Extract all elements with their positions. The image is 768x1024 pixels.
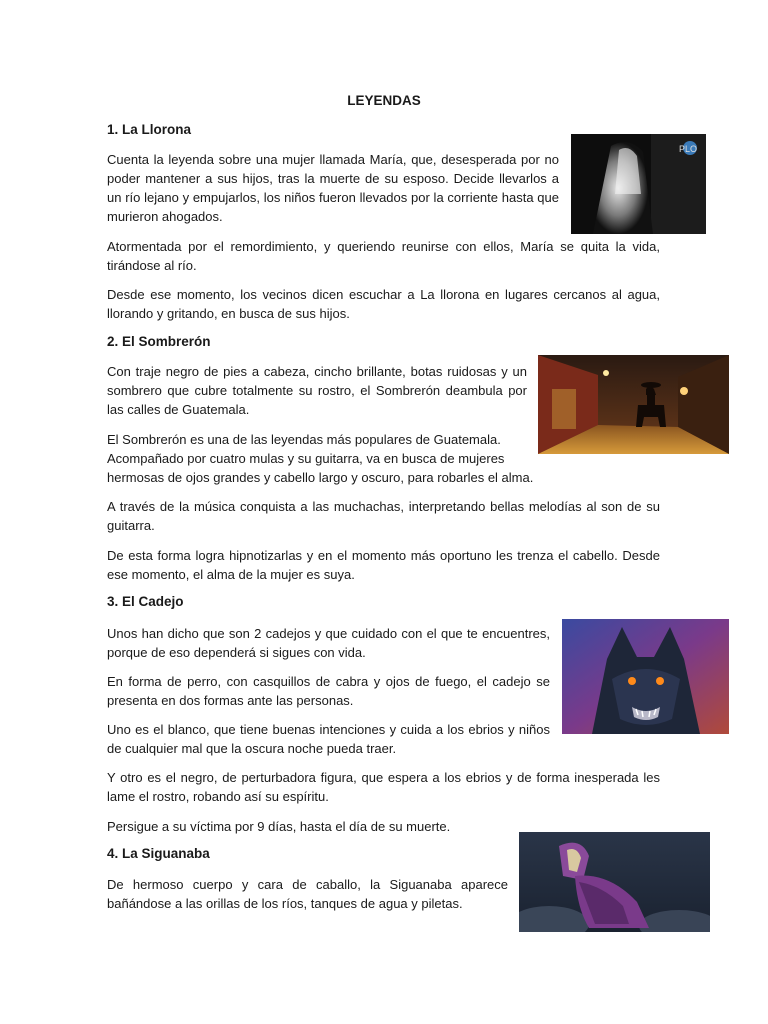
heading-la-siguanaba: 4. La Siguanaba: [107, 846, 210, 861]
paragraph: Desde ese momento, los vecinos dicen escuchar a La llorona en lugares cercanos al agua, llorando y gritando, en busca de sus hijos.: [107, 287, 660, 321]
paragraph: Con traje negro de pies a cabeza, cincho brillante, botas ruidosas y un sombrero que cubre totalmente su rostro, el Sombrerón deambula por las calles de Guatemala.: [107, 364, 527, 417]
la-llorona-image: [571, 134, 706, 234]
paragraph: De hermoso cuerpo y cara de caballo, la Siguanaba aparece bañándose a las orillas de los ríos, tanques de agua y piletas.: [107, 877, 508, 911]
el-cadejo-image: [562, 619, 729, 734]
paragraph: Atormentada por el remordimiento, y queriendo reunirse con ellos, María se quita la vida, tirándose al río.: [107, 239, 660, 273]
paragraph: Y otro es el negro, de perturbadora figura, que espera a los ebrios y de forma inesperada les lame el rostro, robando así su espíritu.: [107, 770, 660, 804]
paragraph: De esta forma logra hipnotizarlas y en el momento más oportuno les trenza el cabello. Desde ese momento, el alma de la mujer es suya.: [107, 548, 660, 582]
paragraph: El Sombrerón es una de las leyendas más populares de Guatemala. Acompañado por cuatro mulas y su guitarra, va en busca de mujeres hermosas de ojos grandes y cabello largo y oscuro, para robarles el alma.: [107, 432, 534, 485]
heading-la-llorona: 1. La Llorona: [107, 122, 192, 137]
heading-el-cadejo: 3. El Cadejo: [107, 594, 184, 609]
paragraph: A través de la música conquista a las muchachas, interpretando bellas melodías al son de su guitarra.: [107, 499, 660, 533]
la-siguanaba-image: [519, 832, 710, 932]
logo-text: PLO: [679, 144, 698, 154]
paragraph: En forma de perro, con casquillos de cabra y ojos de fuego, el cadejo se presenta en dos formas ante las personas.: [107, 674, 550, 708]
paragraph: Persigue a su víctima por 9 días, hasta el día de su muerte.: [107, 819, 451, 834]
paragraph: Cuenta la leyenda sobre una mujer llamada María, que, desesperada por no poder mantener a sus hijos, tras la muerte de su esposo. Decide llevarlos a un río lejano y empujarlos, los niños fueron llevados por la corriente hasta que murieron ahogados.: [107, 152, 559, 224]
paragraph: Unos han dicho que son 2 cadejos y que cuidado con el que te encuentres, porque de eso dependerá si sigues con vida.: [107, 626, 550, 660]
el-sombreron-image: [538, 355, 729, 454]
paragraph: Uno es el blanco, que tiene buenas intenciones y cuida a los ebrios y niños de cualquier mal que la oscura noche pueda traer.: [107, 722, 550, 756]
heading-el-sombreron: 2. El Sombrerón: [107, 334, 211, 349]
document-title: LEYENDAS: [347, 93, 421, 108]
